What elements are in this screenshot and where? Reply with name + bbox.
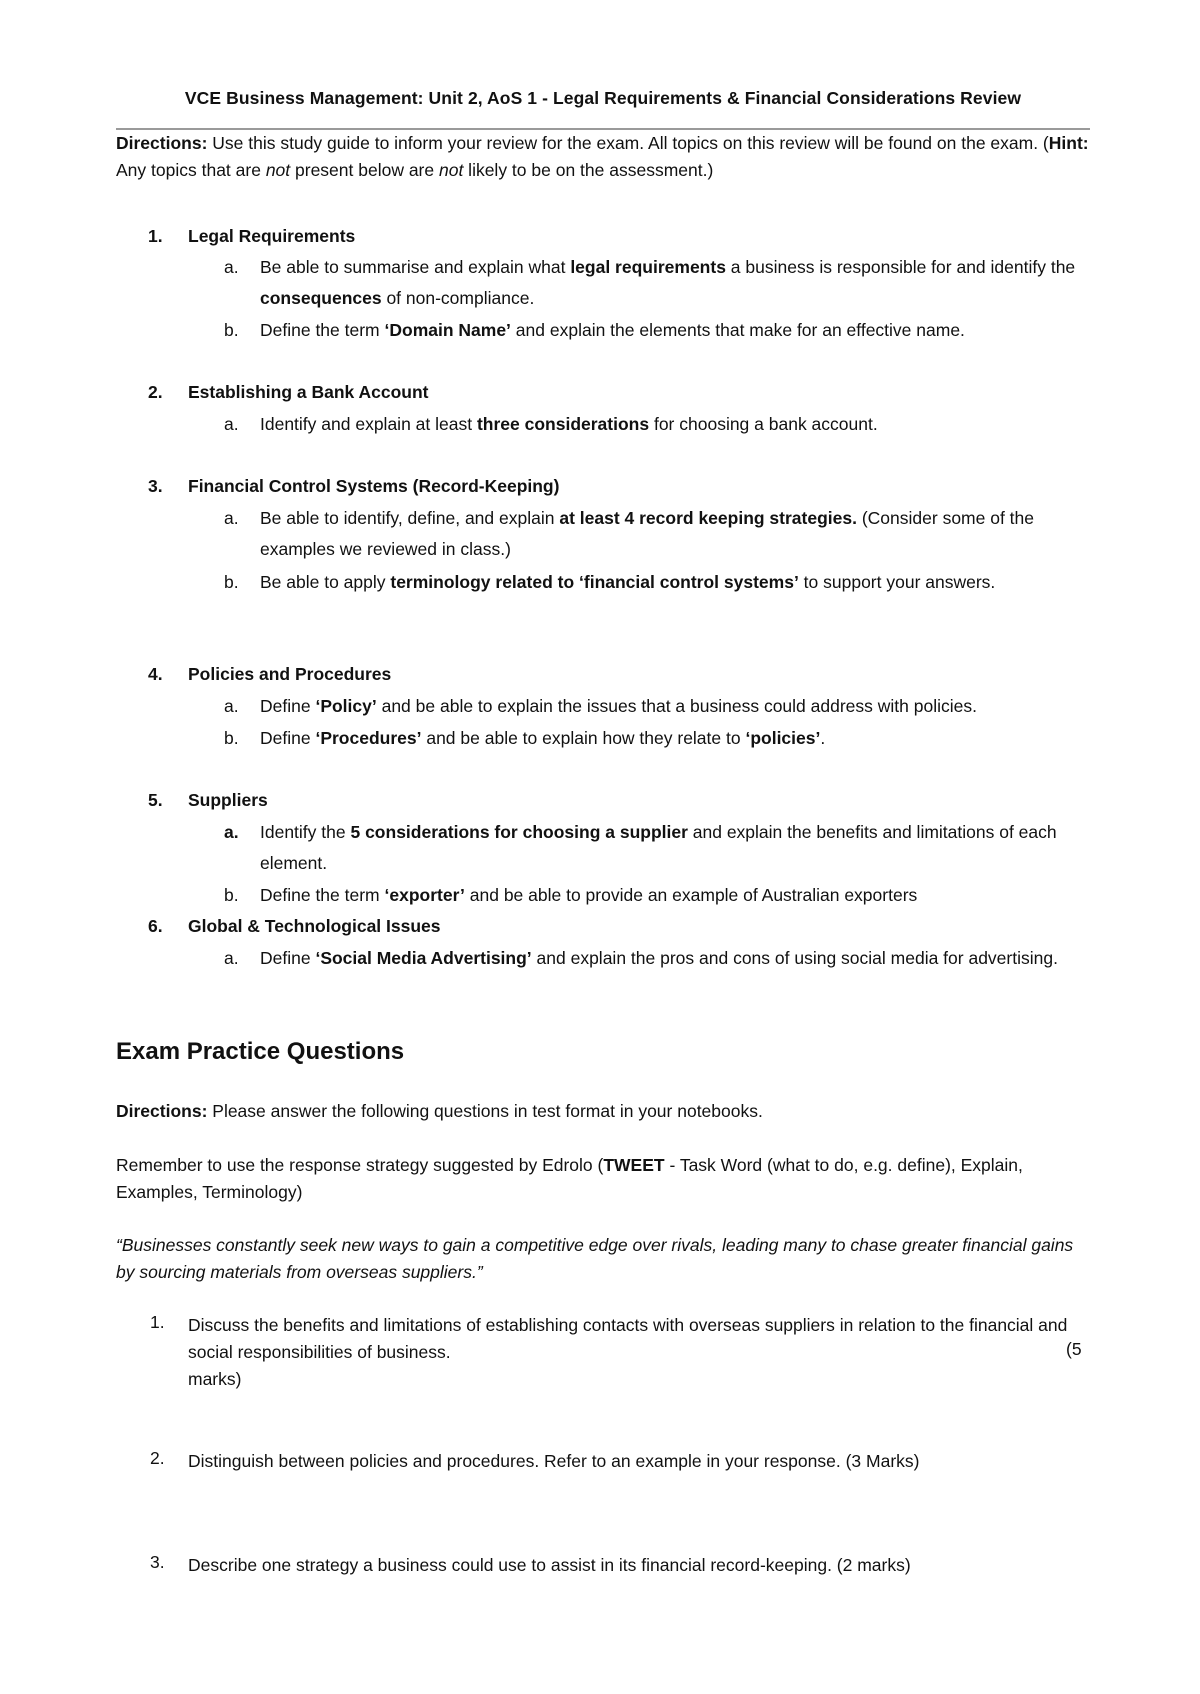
stimulus-quote: “Businesses constantly seek new ways to gain a competitive edge over rivals, leading many to chase greater financial gains by sourcing materials from overseas suppliers.” xyxy=(116,1235,1074,1282)
topic-number: 2. xyxy=(148,382,163,402)
question-number: 2. xyxy=(150,1448,165,1468)
topic-item: Define the term ‘Domain Name’ and explain the elements that make for an effective name. xyxy=(260,320,965,340)
item-letter: a. xyxy=(224,414,239,434)
topic-title: Legal Requirements xyxy=(188,226,356,246)
topic-number: 5. xyxy=(148,790,163,810)
topic-number: 1. xyxy=(148,226,163,246)
item-letter: a. xyxy=(224,822,239,842)
item-letter: a. xyxy=(224,948,239,968)
topic-title: Policies and Procedures xyxy=(188,664,392,684)
question-text: Discuss the benefits and limitations of establishing contacts with overseas suppliers in relation to the financial and social responsibilities of business. xyxy=(188,1315,1068,1362)
page-title: VCE Business Management: Unit 2, AoS 1 - Legal Requirements & Financial Considerations Review xyxy=(184,88,1022,108)
topic-item: Be able to apply terminology related to ‘financial control systems’ to support your answers. xyxy=(260,572,996,592)
directions-label: Directions: xyxy=(116,133,208,153)
topic-item: Define ‘Procedures’ and be able to explain how they relate to ‘policies’. xyxy=(260,728,826,748)
topic-title: Financial Control Systems (Record-Keeping) xyxy=(188,476,560,496)
item-letter: b. xyxy=(224,728,239,748)
item-letter: a. xyxy=(224,257,239,277)
topic-item: Be able to identify, define, and explain at least 4 record keeping strategies. (Consider some of the examples we reviewed in class.) xyxy=(260,508,1035,559)
response-strategy-note: Remember to use the response strategy suggested by Edrolo (TWEET - Task Word (what to do, e.g. define), Explain, Examples, Terminology) xyxy=(116,1155,1023,1202)
topic-number: 3. xyxy=(148,476,163,496)
topic-item: Define ‘Social Media Advertising’ and explain the pros and cons of using social media for advertising. xyxy=(260,948,1058,968)
question-marks: (5 xyxy=(1066,1339,1082,1359)
question-text: Distinguish between policies and procedures. Refer to an example in your response. (3 Marks) xyxy=(188,1451,920,1471)
item-letter: b. xyxy=(224,572,239,592)
topic-item: Be able to summarise and explain what legal requirements a business is responsible for and identify the consequences of non-compliance. xyxy=(260,257,1076,308)
topic-item: Identify and explain at least three considerations for choosing a bank account. xyxy=(260,414,878,434)
item-letter: a. xyxy=(224,508,239,528)
topic-number: 6. xyxy=(148,916,163,936)
topic-number: 4. xyxy=(148,664,163,684)
question-number: 1. xyxy=(150,1312,165,1332)
item-letter: b. xyxy=(224,885,239,905)
question-marks-cont: marks) xyxy=(188,1369,242,1389)
item-letter: b. xyxy=(224,320,239,340)
topic-item: Define the term ‘exporter’ and be able to provide an example of Australian exporters xyxy=(260,885,918,905)
topic-item: Identify the 5 considerations for choosing a supplier and explain the benefits and limitations of each element. xyxy=(260,822,1057,873)
topic-title: Global & Technological Issues xyxy=(188,916,441,936)
directions-paragraph: Directions: Use this study guide to inform your review for the exam. All topics on this review will be found on the exam. (Hint: Any topics that are not present below are not likely to be on the assessment.) xyxy=(116,133,1089,180)
item-letter: a. xyxy=(224,696,239,716)
hint-label: Hint: xyxy=(1048,133,1089,153)
question-number: 3. xyxy=(150,1552,165,1572)
topic-item: Define ‘Policy’ and be able to explain the issues that a business could address with policies. xyxy=(260,696,977,716)
question-text: Describe one strategy a business could use to assist in its financial record-keeping. (2 marks) xyxy=(188,1555,911,1575)
topic-title: Establishing a Bank Account xyxy=(188,382,429,402)
practice-directions: Directions: Please answer the following questions in test format in your notebooks. xyxy=(116,1101,763,1121)
topic-title: Suppliers xyxy=(188,790,268,810)
section-heading: Exam Practice Questions xyxy=(116,1038,405,1065)
